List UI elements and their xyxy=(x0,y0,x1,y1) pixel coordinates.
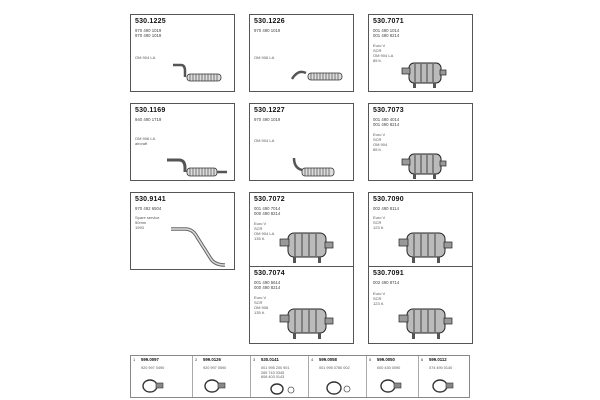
accessory-item xyxy=(131,356,193,397)
oem-code: 001 490 8214 xyxy=(373,33,400,39)
accessory-index: 3 xyxy=(253,357,256,362)
part-number: 530.7072 xyxy=(254,196,285,203)
accessory-index: 5 xyxy=(369,357,372,362)
spec-note: 123 lt. xyxy=(373,225,384,230)
muffler-drawing xyxy=(278,303,336,341)
part-card-530-9141 xyxy=(130,192,235,270)
oem-code: 970 490 1019 xyxy=(135,28,162,33)
oem-codes xyxy=(373,28,399,38)
accessory-item xyxy=(193,356,251,397)
part-card-530-1169 xyxy=(130,103,235,181)
accessory-code: 920 997 0490 xyxy=(141,366,165,370)
oem-code: 940 490 1719 xyxy=(135,117,162,122)
spec-note: 85 lt. xyxy=(373,58,382,63)
spec-note: 50mm xyxy=(135,220,147,225)
spec-note: 135 lt. xyxy=(254,236,265,241)
spec-note: 1993 xyxy=(135,225,144,230)
oem-codes xyxy=(254,28,280,33)
pipe-drawing xyxy=(288,59,350,89)
spec-note: Euro V xyxy=(373,291,386,296)
oem-codes xyxy=(254,117,280,122)
part-card-530-7074 xyxy=(249,266,354,344)
accessory-code: 001 995 200 901 xyxy=(261,366,290,370)
accessory-item xyxy=(367,356,419,397)
clamp-icon xyxy=(377,378,403,394)
part-number: 530.7090 xyxy=(373,196,404,203)
part-number: 530.7071 xyxy=(373,18,404,25)
spec-note: Euro V xyxy=(373,43,386,48)
accessory-codes xyxy=(319,366,350,371)
spec-note: 135 lt. xyxy=(254,310,265,315)
accessory-code: 265 743 3345 xyxy=(261,370,285,375)
oem-codes xyxy=(373,280,399,285)
accessory-codes xyxy=(261,366,290,380)
oem-code: 002 490 8114 xyxy=(373,206,399,211)
oem-codes xyxy=(135,28,161,38)
oem-code: 001 490 7014 xyxy=(254,206,281,211)
gasket-icon xyxy=(267,382,297,396)
spec-note: OM 904 xyxy=(373,142,388,147)
oem-code: 970 490 1019 xyxy=(135,33,162,39)
spec-note: OM 906 LA xyxy=(135,136,156,141)
spec-note: 123 lt. xyxy=(373,301,384,306)
spec-note: Euro V xyxy=(373,215,386,220)
part-card-530-7073 xyxy=(368,103,473,181)
part-number: 530.7074 xyxy=(254,270,285,277)
spec-note: Euro V xyxy=(254,221,267,226)
accessory-part-number: 599.0126 xyxy=(203,357,221,362)
pipe-drawing xyxy=(167,225,233,269)
oem-codes xyxy=(254,280,280,290)
spec-note: SCR xyxy=(373,137,382,142)
part-number: 530.7073 xyxy=(373,107,404,114)
accessory-part-number: 599.0112 xyxy=(429,357,447,362)
spec-notes xyxy=(254,138,274,143)
spec-note: OM 906 LA xyxy=(254,55,275,60)
muffler-drawing xyxy=(278,227,336,265)
oem-codes xyxy=(373,117,399,127)
accessory-index: 6 xyxy=(421,357,424,362)
oem-codes xyxy=(135,117,161,122)
spec-note: aircraft xyxy=(135,141,148,146)
accessory-index: 1 xyxy=(133,357,136,362)
part-card-530-1226 xyxy=(249,14,354,92)
spec-note: Spare service xyxy=(135,215,160,220)
accessory-codes xyxy=(203,366,226,371)
oem-code: 000 490 8214 xyxy=(254,211,281,217)
oem-codes xyxy=(373,206,399,211)
spec-note: Euro V xyxy=(254,295,267,300)
accessory-code: 000 430 0090 xyxy=(377,366,401,370)
part-card-530-1225 xyxy=(130,14,235,92)
clamp-icon xyxy=(429,378,455,394)
spec-notes xyxy=(135,136,155,146)
oem-code: 001 490 1014 xyxy=(373,28,400,33)
accessory-code: 074 490 0140 xyxy=(429,366,453,370)
spec-note: 85 lt. xyxy=(373,147,382,152)
oem-codes xyxy=(135,206,161,211)
accessory-index: 2 xyxy=(195,357,198,362)
pipe-drawing xyxy=(171,59,231,89)
oem-code: 001 490 8214 xyxy=(373,122,400,128)
accessory-part-number: 599.0097 xyxy=(141,357,159,362)
oem-code: 970 490 1019 xyxy=(254,117,281,122)
clamp-icon xyxy=(323,380,353,396)
part-card-530-1227 xyxy=(249,103,354,181)
oem-code: 001 490 5614 xyxy=(254,280,281,285)
accessories-strip xyxy=(130,355,470,398)
spec-notes xyxy=(135,215,159,230)
part-number: 530.1227 xyxy=(254,107,285,114)
accessory-codes xyxy=(141,366,164,371)
spec-note: SCR xyxy=(254,300,263,305)
spec-notes xyxy=(373,291,385,306)
accessory-code: 608 403 0143 xyxy=(261,375,285,379)
spec-note: OM 904 LA xyxy=(373,53,394,58)
clamp-icon xyxy=(139,378,165,394)
spec-note: OM 904 LA xyxy=(254,138,275,143)
part-number: 530.1169 xyxy=(135,107,166,114)
clamp-icon xyxy=(201,378,227,394)
accessory-part-number: 599.0050 xyxy=(377,357,395,362)
spec-note: OM 904 LA xyxy=(254,231,275,236)
accessory-codes xyxy=(377,366,400,371)
spec-notes xyxy=(254,295,268,315)
accessory-part-number: 530.0141 xyxy=(261,357,279,362)
spec-notes xyxy=(373,215,385,230)
accessory-code: 001 995 0780 002 xyxy=(319,366,350,370)
spec-note: SCR xyxy=(373,296,382,301)
part-number: 530.7091 xyxy=(373,270,404,277)
oem-code: 970 492 6504 xyxy=(135,206,162,211)
spec-note: OM 904 LA xyxy=(135,55,156,60)
accessory-item xyxy=(309,356,367,397)
spec-notes xyxy=(373,43,393,63)
part-number: 530.1226 xyxy=(254,18,285,25)
spec-note: SCR xyxy=(373,48,382,53)
pipe-drawing xyxy=(288,154,348,181)
accessory-item xyxy=(419,356,469,397)
part-card-530-7071 xyxy=(368,14,473,92)
spec-notes xyxy=(254,55,274,60)
muffler-drawing xyxy=(397,303,455,341)
part-card-530-7072 xyxy=(249,192,354,270)
oem-code: 001 490 4014 xyxy=(373,117,400,122)
spec-note: SCR xyxy=(373,220,382,225)
spec-note: SCR xyxy=(254,226,263,231)
accessory-item xyxy=(251,356,309,397)
spec-notes xyxy=(373,132,387,152)
accessory-part-number: 599.0058 xyxy=(319,357,337,362)
muffler-drawing xyxy=(399,148,449,180)
part-number: 530.1225 xyxy=(135,18,166,25)
oem-code: 970 490 1019 xyxy=(254,28,281,33)
oem-code: 002 490 8714 xyxy=(373,280,400,285)
accessory-codes xyxy=(429,366,452,371)
oem-codes xyxy=(254,206,280,216)
oem-code: 000 490 8214 xyxy=(254,285,281,291)
spec-note: OM 906 xyxy=(254,305,269,310)
part-number: 530.9141 xyxy=(135,196,166,203)
accessory-code: 920 997 0590 xyxy=(203,366,227,370)
part-card-530-7090 xyxy=(368,192,473,270)
accessory-index: 4 xyxy=(311,357,314,362)
pipe-drawing xyxy=(163,154,233,181)
part-card-530-7091 xyxy=(368,266,473,344)
spec-notes xyxy=(135,55,155,60)
spec-note: Euro V xyxy=(373,132,386,137)
spec-notes xyxy=(254,221,274,241)
muffler-drawing xyxy=(399,57,449,89)
muffler-drawing xyxy=(397,227,455,265)
